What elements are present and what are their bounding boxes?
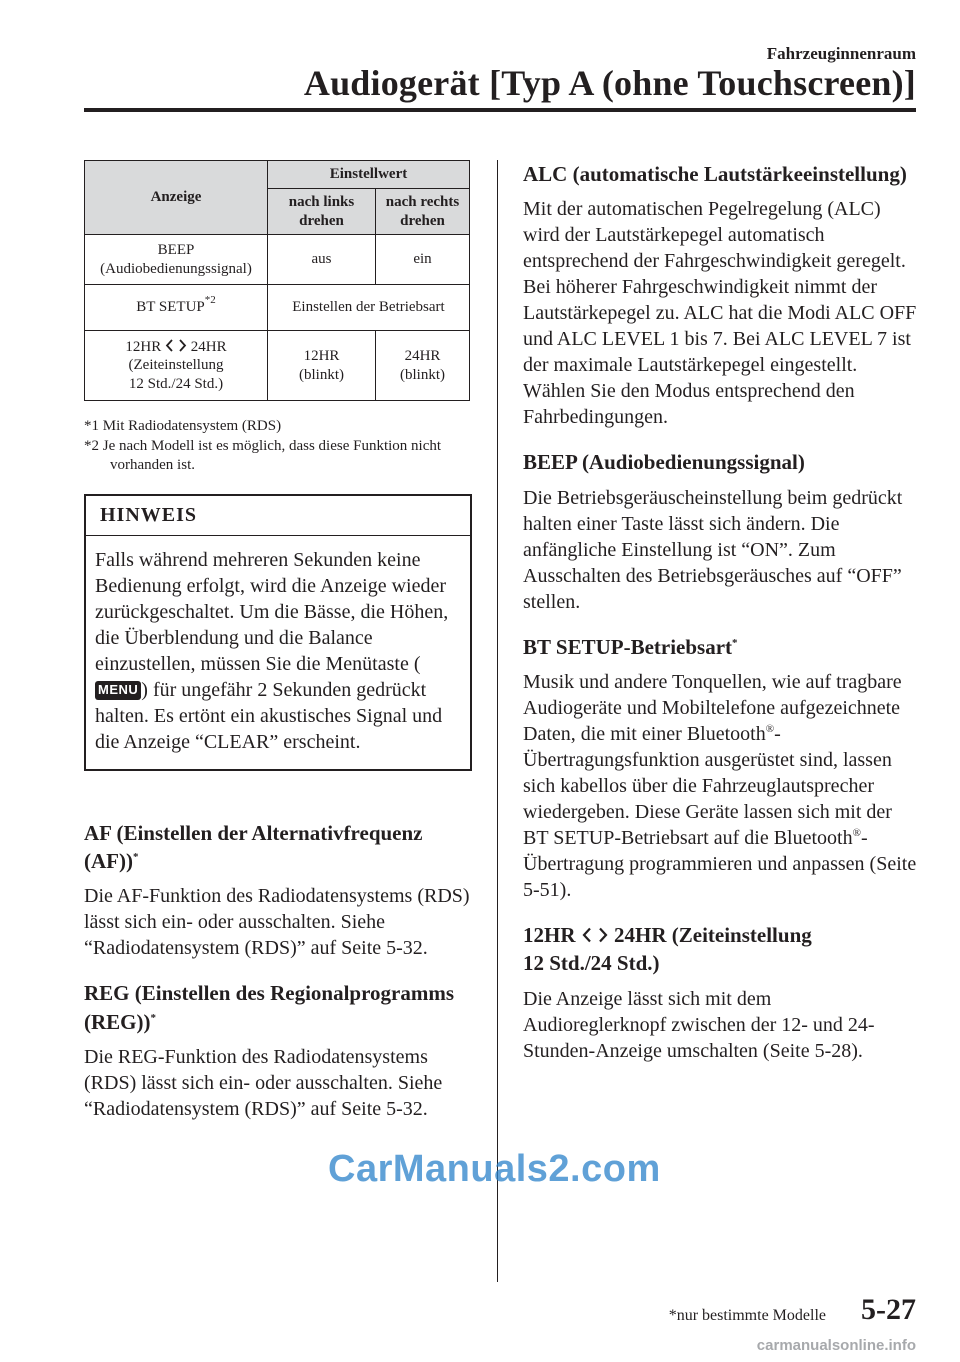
section-heading: 12HR 24HR (Zeiteinstellung 12 Std./24 Std.): [523, 923, 812, 976]
table-cell: 12HR (blinkt): [268, 331, 376, 401]
header-section-label: Fahrzeuginnenraum: [766, 44, 916, 63]
table-header-value: Einstellwert: [268, 161, 470, 189]
section-reg: [84, 979, 472, 1122]
note-box-title: HINWEIS: [86, 496, 470, 536]
chevron-left-right-icon: [581, 927, 609, 943]
table-row: [85, 235, 470, 285]
section-text: Die REG-Funktion des Radiodatensystems (RDS) lässt sich ein- oder ausschalten. Siehe “Radiodatensystem (RDS)” auf Seite 5-32.: [84, 1046, 443, 1121]
section-time: [523, 921, 918, 1064]
section-heading: BEEP (Audiobedienungssignal): [523, 450, 805, 475]
watermark-footer: carmanualsonline.info: [756, 1337, 916, 1354]
chevron-left-right-icon: [165, 339, 187, 352]
settings-table: [84, 160, 470, 401]
section-text: Die AF-Funktion des Radiodatensystems (RDS) lässt sich ein- oder ausschalten. Siehe “Radiodatensystem (RDS)” auf Seite 5-32.: [84, 885, 470, 960]
section-text: Die Anzeige lässt sich mit dem Audioreglerknopf zwischen der 12- und 24-Stunden-Anzeige umschalten (Seite 5-28).: [523, 987, 875, 1062]
footnotes: [84, 417, 472, 476]
section-text: Mit der automatischen Pegelregelung (ALC) wird der Lautstärkepegel automatisch entsprechend der Fahrgeschwindigkeit geregelt. Bei höherer Fahrgeschwindigkeit nimmt der Lautstärkepegel zu. ALC hat die Modi ALC OFF und ALC LEVEL 1 bis 7. Bei ALC LEVEL 7 ist der maximale Lautstärkepegel eingestellt. Wählen Sie den Modus entsprechend den Fahrbedingungen.: [523, 198, 917, 429]
section-heading: ALC (automatische Lautstärkeeinstellung): [523, 162, 907, 186]
table-cell: ein: [376, 235, 470, 285]
footer-note: *nur bestimmte Modelle: [668, 1307, 826, 1324]
section-text: Musik und andere Tonquellen, wie auf tragbare Audiogeräte und Mobiltelefone aufgezeichnete Daten, die mit einer Bluetooth®-Übertragungsfunktion ausgerüstet sind, lassen sich kabellos über die Fahrzeuglautsprecher wiedergeben. Diese Geräte lassen sich mit der BT SETUP-Betriebsart auf die Bluetooth®-Übertragung programmieren und anpassen (Seite 5-51).: [523, 671, 917, 902]
header-rule: [84, 108, 916, 112]
note-box-text: Falls während mehreren Sekunden keine Bedienung erfolgt, wird die Anzeige wieder zurückgeschaltet. Um die Bässe, die Höhen, die Überblendung und die Balance einzustellen, müssen Sie die Menütaste (MENU ) für ungefähr 2 Sekunden gedrückt halten. Es ertönt ein akustisches Signal und die Anzeige “CLEAR” erscheint.: [95, 548, 449, 753]
section-bt-setup: [523, 633, 918, 903]
table-cell: BEEP (Audiobedienungssignal): [85, 235, 268, 285]
table-header-display: Anzeige: [85, 161, 268, 235]
table-cell: aus: [268, 235, 376, 285]
table-header-left: nach links drehen: [268, 188, 376, 235]
section-text: Die Betriebsgeräuscheinstellung beim gedrückt halten einer Taste lässt sich ändern. Die anfängliche Einstellung ist “ON”. Zum Ausschalten des Betriebsgeräusches auf “OFF” stellen.: [523, 486, 903, 613]
table-header-right: nach rechts drehen: [376, 188, 470, 235]
table-cell: BT SETUP$^{*2}$: [85, 285, 268, 331]
table-cell: 12HR 24HR (Zeiteinstellung 12 Std./24 Std.): [85, 331, 268, 401]
table-row: [85, 331, 470, 401]
table-row: [85, 285, 470, 331]
section-af: [84, 819, 472, 962]
section-heading: REG (Einstellen des Regionalprogramms (REG))*: [84, 981, 455, 1034]
table-cell: 24HR (blinkt): [376, 331, 470, 401]
right-column: [523, 160, 918, 1064]
section-alc: [523, 160, 918, 430]
page-title: Audiogerät [Typ A (ohne Touchscreen)]: [303, 63, 916, 103]
menu-button-icon: MENU: [95, 681, 141, 700]
section-beep: [523, 448, 918, 614]
note-box: [84, 494, 472, 771]
page-number: 5-27: [861, 1293, 916, 1326]
section-heading: BT SETUP-Betriebsart*: [523, 634, 738, 659]
footnote: *1 Mit Radiodatensystem (RDS): [84, 418, 282, 435]
footnote: *2 Je nach Modell ist es möglich, dass diese Funktion nicht vorhanden ist.: [84, 437, 442, 474]
watermark: CarManuals2.com: [328, 1148, 661, 1190]
left-column: [84, 160, 472, 1122]
table-cell: Einstellen der Betriebsart: [268, 285, 470, 331]
column-divider: [497, 160, 498, 1282]
section-heading: AF (Einstellen der Alternativfrequenz (AF))*: [84, 820, 423, 874]
